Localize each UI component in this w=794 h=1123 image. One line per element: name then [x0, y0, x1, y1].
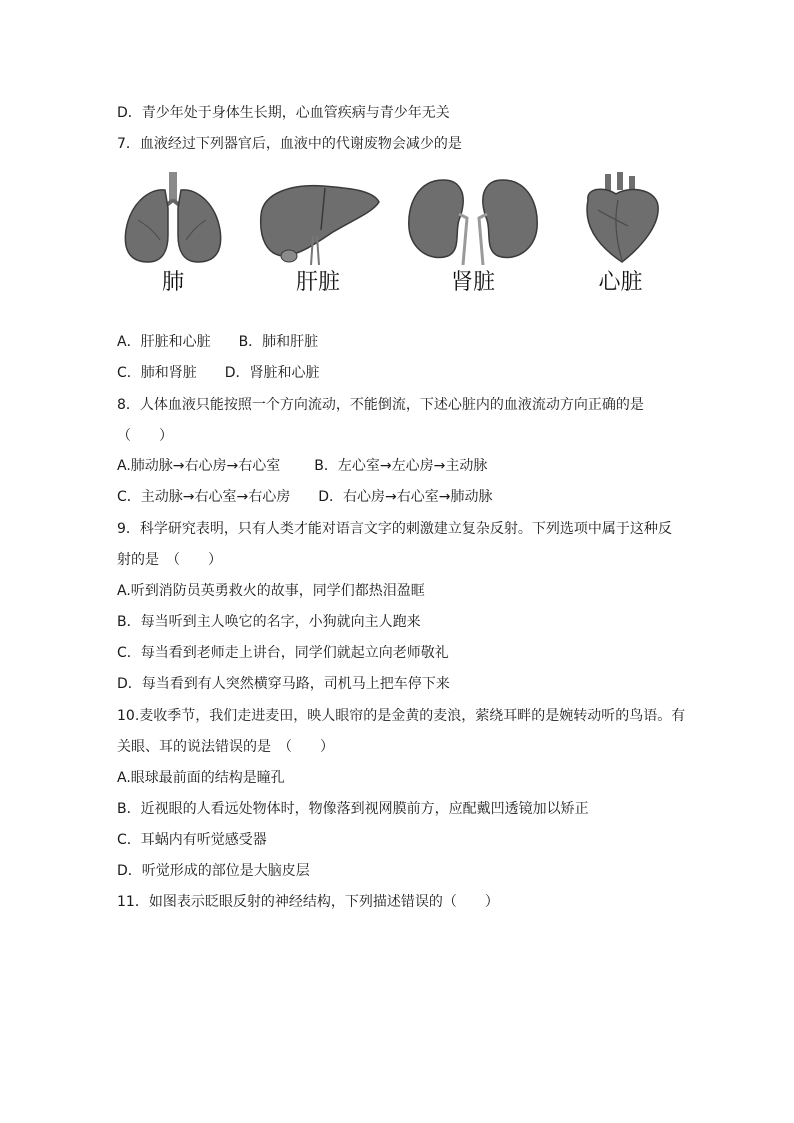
q9-option-a: A.听到消防员英勇救火的故事，同学们都热泪盈眶: [117, 583, 425, 599]
organ-label-heart: 心脏: [598, 270, 643, 295]
q10-stem: 10.麦收季节，我们走进麦田，映人眼帘的是金黄的麦浪，萦绕耳畔的是婉转动听的鸟语。有: [117, 708, 686, 724]
q10-stem-cont: 关眼、耳的说法错误的是 （ ）: [117, 739, 334, 755]
organ-kidneys: [403, 170, 543, 297]
q10-option-c: C．耳蜗内有听觉感受器: [117, 832, 267, 848]
q7-options-ab: [117, 332, 318, 352]
q6-option-d: D．青少年处于身体生长期，心血管疾病与青少年无关: [117, 105, 450, 121]
organ-liver: [253, 170, 383, 297]
q7-options-cd: [117, 363, 320, 383]
q8-answer-paren: （ ）: [117, 428, 173, 444]
q7-option-c: C．肺和肾脏: [117, 365, 197, 381]
q7-option-b: B．肺和肝脏: [238, 334, 319, 350]
organ-heart: [568, 170, 673, 297]
organ-figure: [118, 170, 678, 320]
organ-label-liver: 肝脏: [295, 270, 340, 295]
q8-option-a: A.肺动脉→右心房→右心室: [117, 458, 281, 474]
kidneys-icon: [403, 170, 543, 265]
heart-icon: [568, 170, 673, 265]
q7-option-d: D．肾脏和心脏: [224, 365, 320, 381]
organ-label-kidneys: 肾脏: [450, 270, 495, 295]
q8-option-d: D．右心房→右心室→肺动脉: [318, 489, 493, 505]
q8-options-cd: [117, 487, 493, 507]
q8-options-ab: [117, 456, 487, 476]
organ-lungs: [118, 170, 228, 297]
lungs-icon: [118, 170, 228, 265]
q9-option-b: B．每当听到主人唤它的名字，小狗就向主人跑来: [117, 614, 421, 630]
q11-stem: 11．如图表示眨眼反射的神经结构，下列描述错误的（ ）: [117, 894, 499, 910]
organ-label-lungs: 肺: [161, 270, 184, 295]
q9-option-d: D．每当看到有人突然横穿马路，司机马上把车停下来: [117, 676, 450, 692]
q10-option-b: B．近视眼的人看远处物体时，物像落到视网膜前方，应配戴凹透镜加以矫正: [117, 801, 589, 817]
liver-icon: [253, 170, 383, 265]
q8-stem: 8．人体血液只能按照一个方向流动，不能倒流，下述心脏内的血液流动方向正确的是: [117, 397, 644, 413]
q8-option-b: B．左心室→左心房→主动脉: [314, 458, 488, 474]
q7-option-a: A．肝脏和心脏: [117, 334, 211, 350]
q10-option-a: A.眼球最前面的结构是瞳孔: [117, 770, 285, 786]
q10-option-d: D．听觉形成的部位是大脑皮层: [117, 863, 310, 879]
q9-stem: 9．科学研究表明，只有人类才能对语言文字的刺激建立复杂反射。下列选项中属于这种反: [117, 521, 672, 537]
q9-option-c: C．每当看到老师走上讲台，同学们就起立向老师敬礼: [117, 645, 449, 661]
q7-stem: 7．血液经过下列器官后，血液中的代谢废物会减少的是: [117, 136, 462, 152]
q9-stem-cont: 射的是 （ ）: [117, 552, 222, 568]
q8-option-c: C．主动脉→右心室→右心房: [117, 489, 291, 505]
